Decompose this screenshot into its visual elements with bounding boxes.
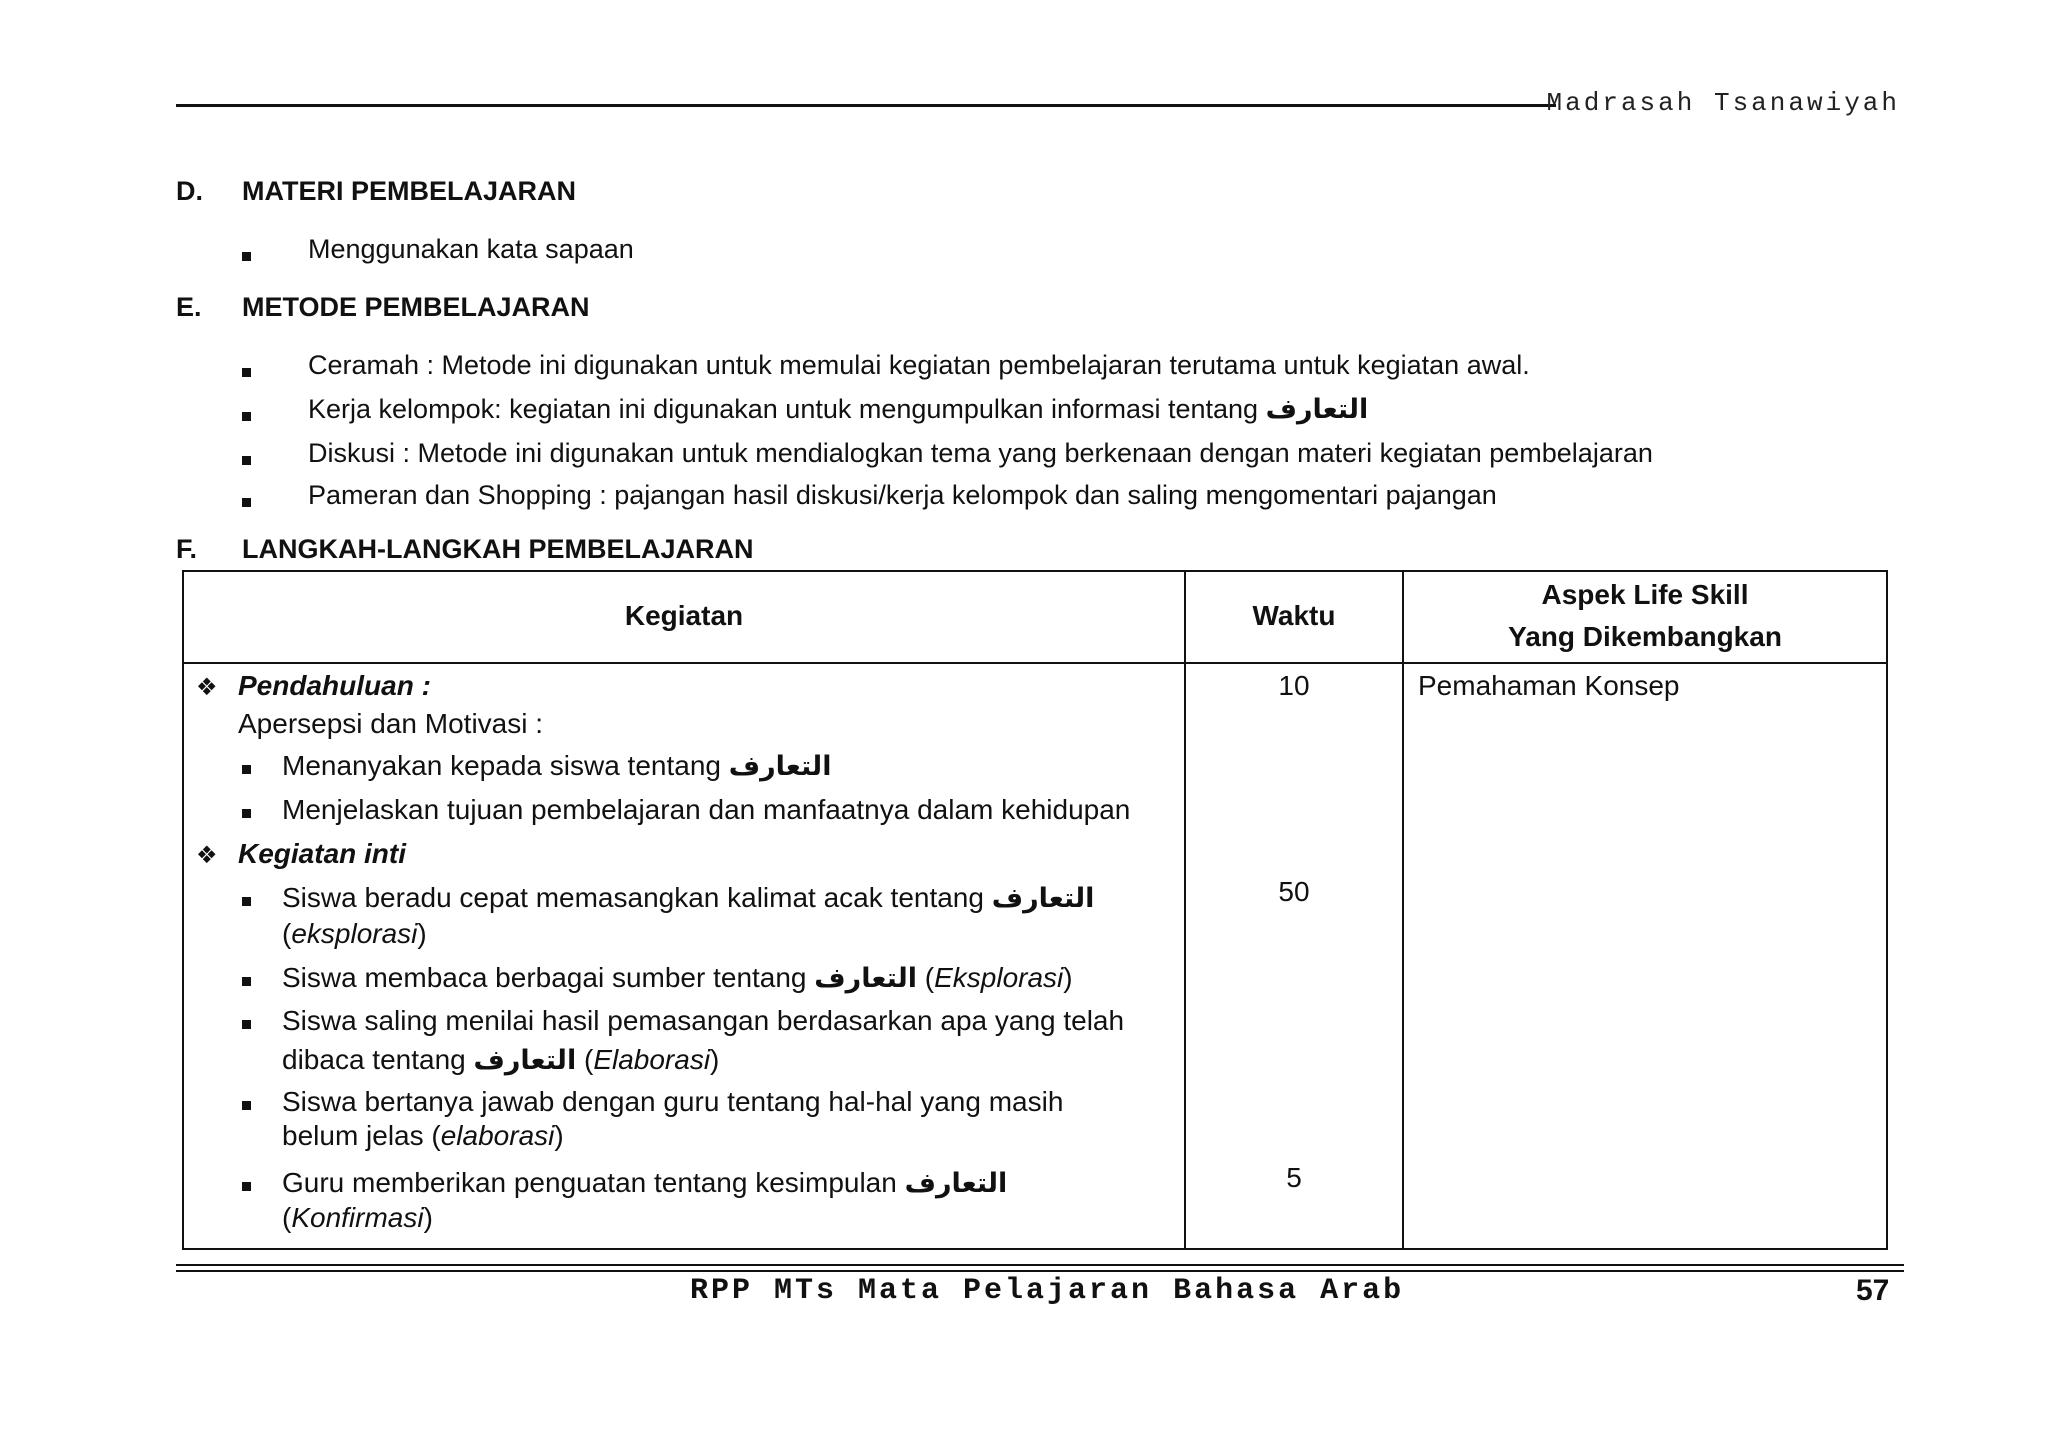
header-rule [176,104,1556,107]
inti-item: Siswa membaca berbagai sumber tentang التعارف (Eksplorasi) [282,962,1073,994]
inti-title: Kegiatan inti [238,838,407,869]
inti-item-note: (Konfirmasi) [282,1202,433,1233]
arabic-term: التعارف [728,751,832,782]
table-header-rule [182,662,1888,664]
metode-item: Diskusi : Metode ini digunakan untuk mendialogkan tema yang berkenaan dengan materi kegiatan pembelajaran [308,438,1653,468]
waktu-penutup: 5 [1286,1162,1302,1193]
aspek-life-skill: Pemahaman Konsep [1418,670,1680,701]
inti-item-line2: dibaca tentang التعارف (Elaborasi) [282,1044,720,1076]
pendahuluan-item [282,748,831,785]
bullet-marker [242,973,251,991]
section-e-letter: E. [176,292,202,322]
metode-item [308,393,1368,426]
inti-item: Guru memberikan penguatan tentang kesimpulan التعارف [282,1167,1008,1199]
page-number: 57 [1856,1274,1890,1307]
column-header-aspek: Aspek Life Skill [1541,579,1749,610]
column-header-kegiatan: Kegiatan [624,600,744,631]
metode-item: Ceramah : Metode ini digunakan untuk memulai kegiatan pembelajaran terutama untuk kegiatan awal. [308,350,1530,380]
bullet-marker [242,893,251,911]
inti-item: Siswa saling menilai hasil pemasangan berdasarkan apa yang telah [282,1005,1125,1036]
arabic-term: التعارف [473,1045,577,1076]
footer-title: RPP MTs Mata Pelajaran Bahasa Arab [690,1274,1405,1308]
bullet-marker [242,352,251,384]
header-school-name: Madrasah Tsanawiyah [1546,88,1900,118]
arabic-term: التعارف [991,883,1095,914]
inti-item: Siswa bertanya jawab dengan guru tentang hal-hal yang masih [282,1086,1064,1117]
metode-item: Pameran dan Shopping : pajangan hasil diskusi/kerja kelompok dan saling mengomentari pajangan [308,480,1497,510]
section-e-title: METODE PEMBELAJARAN [242,292,590,322]
metode-item-text: Kerja kelompok: kegiatan ini digunakan untuk mengumpulkan informasi tentang [308,394,1266,424]
bullet-marker [242,761,251,779]
bullet-marker [242,236,251,268]
bullet-marker [242,1016,251,1034]
column-header-waktu: Waktu [1252,600,1336,631]
diamond-bullet-icon: ❖ [196,841,218,869]
footer-rule [176,1264,1904,1266]
pendahuluan-item: Menjelaskan tujuan pembelajaran dan manfaatnya dalam kehidupan [282,794,1131,825]
column-header-aspek-line2: Yang Dikembangkan [1508,621,1782,652]
diamond-bullet-icon: ❖ [196,673,218,701]
section-f-letter: F. [176,534,198,564]
pendahuluan-item-text: Menanyakan kepada siswa tentang [282,750,729,781]
arabic-term: التعارف [1265,394,1369,425]
section-d-title: MATERI PEMBELAJARAN [242,176,577,206]
arabic-term: التعارف [814,963,917,994]
bullet-marker [242,1097,251,1115]
pendahuluan-subtitle: Apersepsi dan Motivasi : [238,708,544,739]
inti-item [282,880,1094,917]
materi-item: Menggunakan kata sapaan [308,234,634,264]
section-d-letter: D. [176,176,203,206]
inti-item-text: Siswa beradu cepat memasangkan kalimat acak tentang [282,882,992,913]
waktu-pendahuluan: 10 [1278,670,1310,701]
bullet-marker [242,805,251,823]
bullet-marker [242,1178,251,1196]
footer-rule [176,1270,1904,1272]
inti-item-note: (eksplorasi) [282,918,427,949]
bullet-marker [242,440,251,472]
pendahuluan-title: Pendahuluan : [238,670,431,701]
bullet-marker [242,482,251,514]
bullet-marker [242,396,251,428]
inti-item-line2: belum jelas (elaborasi) [282,1120,564,1151]
waktu-inti: 50 [1278,876,1310,907]
section-f-title: LANGKAH-LANGKAH PEMBELAJARAN [242,534,754,564]
arabic-term: التعارف [904,1168,1008,1199]
table-divider [1402,570,1404,1250]
